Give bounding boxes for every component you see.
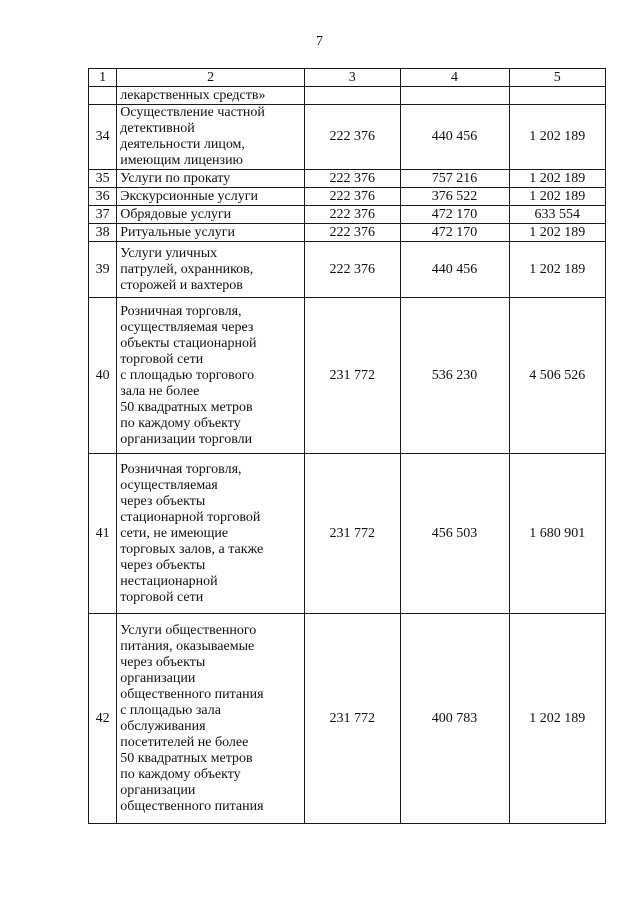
service-description-line: через объекты: [120, 557, 206, 573]
value-cell-col-3: 222 376: [304, 206, 400, 224]
service-description-line: патрулей, охранников,: [120, 261, 254, 277]
service-description-line: через объекты: [120, 654, 206, 670]
service-description-cell: [117, 614, 305, 824]
service-description-line: сторожей и вахтеров: [120, 277, 243, 293]
value-cell-col-5: 1 202 189: [509, 105, 605, 170]
value-cell-col-3: 222 376: [304, 170, 400, 188]
service-description-line: организации: [120, 782, 196, 798]
service-description-line: Розничная торговля,: [120, 303, 242, 319]
header-row: [89, 69, 606, 87]
value-cell-col-3: 222 376: [304, 224, 400, 242]
service-description-line: Экскурсионные услуги: [120, 188, 258, 204]
value-cell-col-4: 456 503: [400, 454, 509, 614]
service-description-line: через объекты: [120, 493, 206, 509]
service-description-line: питания, оказываемые: [120, 638, 255, 654]
service-description-line: Услуги уличных: [120, 245, 218, 261]
service-description-line: общественного питания: [120, 798, 264, 814]
value-cell-col-4: 400 783: [400, 614, 509, 824]
service-description-line: торговых залов, а также: [120, 541, 264, 557]
value-cell-col-5: 1 202 189: [509, 224, 605, 242]
header-cell-2: 2: [117, 69, 305, 87]
service-description-line: торговой сети: [120, 351, 204, 367]
value-cell-col-5: 1 202 189: [509, 242, 605, 298]
service-description-line: сети, не имеющие: [120, 525, 229, 541]
value-cell-col-3: [304, 87, 400, 105]
value-cell-col-5: 1 202 189: [509, 614, 605, 824]
header-cell-1: 1: [89, 69, 117, 87]
value-cell-col-5: 633 554: [509, 206, 605, 224]
value-cell-col-4: 440 456: [400, 105, 509, 170]
service-description-line: лекарственных средств»: [120, 87, 266, 103]
service-description-line: Обрядовые услуги: [120, 206, 232, 222]
value-cell-col-3: 231 772: [304, 298, 400, 454]
service-description-line: Услуги по прокату: [120, 170, 231, 186]
value-cell-col-4: 757 216: [400, 170, 509, 188]
table-row: [89, 105, 606, 170]
table-row: [89, 242, 606, 298]
service-description-line: нестационарной: [120, 573, 218, 589]
value-cell-col-5: 1 202 189: [509, 188, 605, 206]
table-row: [89, 87, 606, 105]
value-cell-col-5: 4 506 526: [509, 298, 605, 454]
header-cell-5: 5: [509, 69, 605, 87]
header-cell-3: 3: [304, 69, 400, 87]
service-description-line: организации торговли: [120, 431, 253, 447]
service-description-line: организации: [120, 670, 196, 686]
value-cell-col-4: 376 522: [400, 188, 509, 206]
service-description-line: торговой сети: [120, 589, 204, 605]
value-cell-col-3: 222 376: [304, 188, 400, 206]
table-row: [89, 298, 606, 454]
row-number-cell: 35: [89, 170, 117, 188]
value-cell-col-4: 472 170: [400, 206, 509, 224]
table-row: [89, 224, 606, 242]
service-description-line: зала не более: [120, 383, 200, 399]
service-description-line: обслуживания: [120, 718, 206, 734]
service-description-line: Розничная торговля,: [120, 461, 242, 477]
row-number-cell: 41: [89, 454, 117, 614]
value-cell-col-4: [400, 87, 509, 105]
service-description-cell: [117, 206, 305, 224]
service-description-line: Осуществление частной: [120, 105, 265, 120]
value-cell-col-3: 222 376: [304, 242, 400, 298]
service-description-line: стационарной торговой: [120, 509, 261, 525]
row-number-cell: 42: [89, 614, 117, 824]
service-description-cell: [117, 242, 305, 298]
row-number-cell: 37: [89, 206, 117, 224]
service-description-cell: [117, 105, 305, 170]
value-cell-col-4: 536 230: [400, 298, 509, 454]
service-description-line: общественного питания: [120, 686, 264, 702]
service-description-line: деятельности лицом,: [120, 137, 245, 152]
service-description-line: объекты стационарной: [120, 335, 257, 351]
page-number: 7: [316, 34, 323, 49]
tax-rates-table: [88, 68, 606, 824]
header-cell-4: 4: [400, 69, 509, 87]
table-row: [89, 170, 606, 188]
row-number-cell: 38: [89, 224, 117, 242]
table-row: [89, 454, 606, 614]
row-number-cell: 40: [89, 298, 117, 454]
service-description-cell: [117, 87, 305, 105]
table-row: [89, 188, 606, 206]
service-description-line: Ритуальные услуги: [120, 224, 235, 240]
service-description-line: Услуги общественного: [120, 622, 257, 638]
service-description-line: 50 квадратных метров: [120, 750, 253, 766]
value-cell-col-4: 472 170: [400, 224, 509, 242]
table-body: [89, 69, 606, 824]
table-row: [89, 614, 606, 824]
value-cell-col-5: [509, 87, 605, 105]
service-description-line: посетителей не более: [120, 734, 249, 750]
value-cell-col-3: 231 772: [304, 454, 400, 614]
service-description-line: по каждому объекту: [120, 766, 241, 782]
service-description-line: по каждому объекту: [120, 415, 241, 431]
service-description-cell: [117, 224, 305, 242]
value-cell-col-5: 1 680 901: [509, 454, 605, 614]
row-number-cell: 34: [89, 105, 117, 170]
service-description-line: с площадью торгового: [120, 367, 255, 383]
service-description-line: осуществляемая через: [120, 319, 254, 335]
service-description-cell: [117, 188, 305, 206]
table-row: [89, 206, 606, 224]
service-description-line: осуществляемая: [120, 477, 218, 493]
row-number-cell: 36: [89, 188, 117, 206]
value-cell-col-3: 222 376: [304, 105, 400, 170]
service-description-line: 50 квадратных метров: [120, 399, 253, 415]
service-description-cell: [117, 298, 305, 454]
service-description-line: детективной: [120, 121, 195, 136]
service-description-cell: [117, 170, 305, 188]
service-description-line: с площадью зала: [120, 702, 221, 718]
value-cell-col-5: 1 202 189: [509, 170, 605, 188]
service-description-line: имеющим лицензию: [120, 153, 244, 168]
value-cell-col-4: 440 456: [400, 242, 509, 298]
row-number-cell: [89, 87, 117, 105]
row-number-cell: 39: [89, 242, 117, 298]
service-description-cell: [117, 454, 305, 614]
value-cell-col-3: 231 772: [304, 614, 400, 824]
